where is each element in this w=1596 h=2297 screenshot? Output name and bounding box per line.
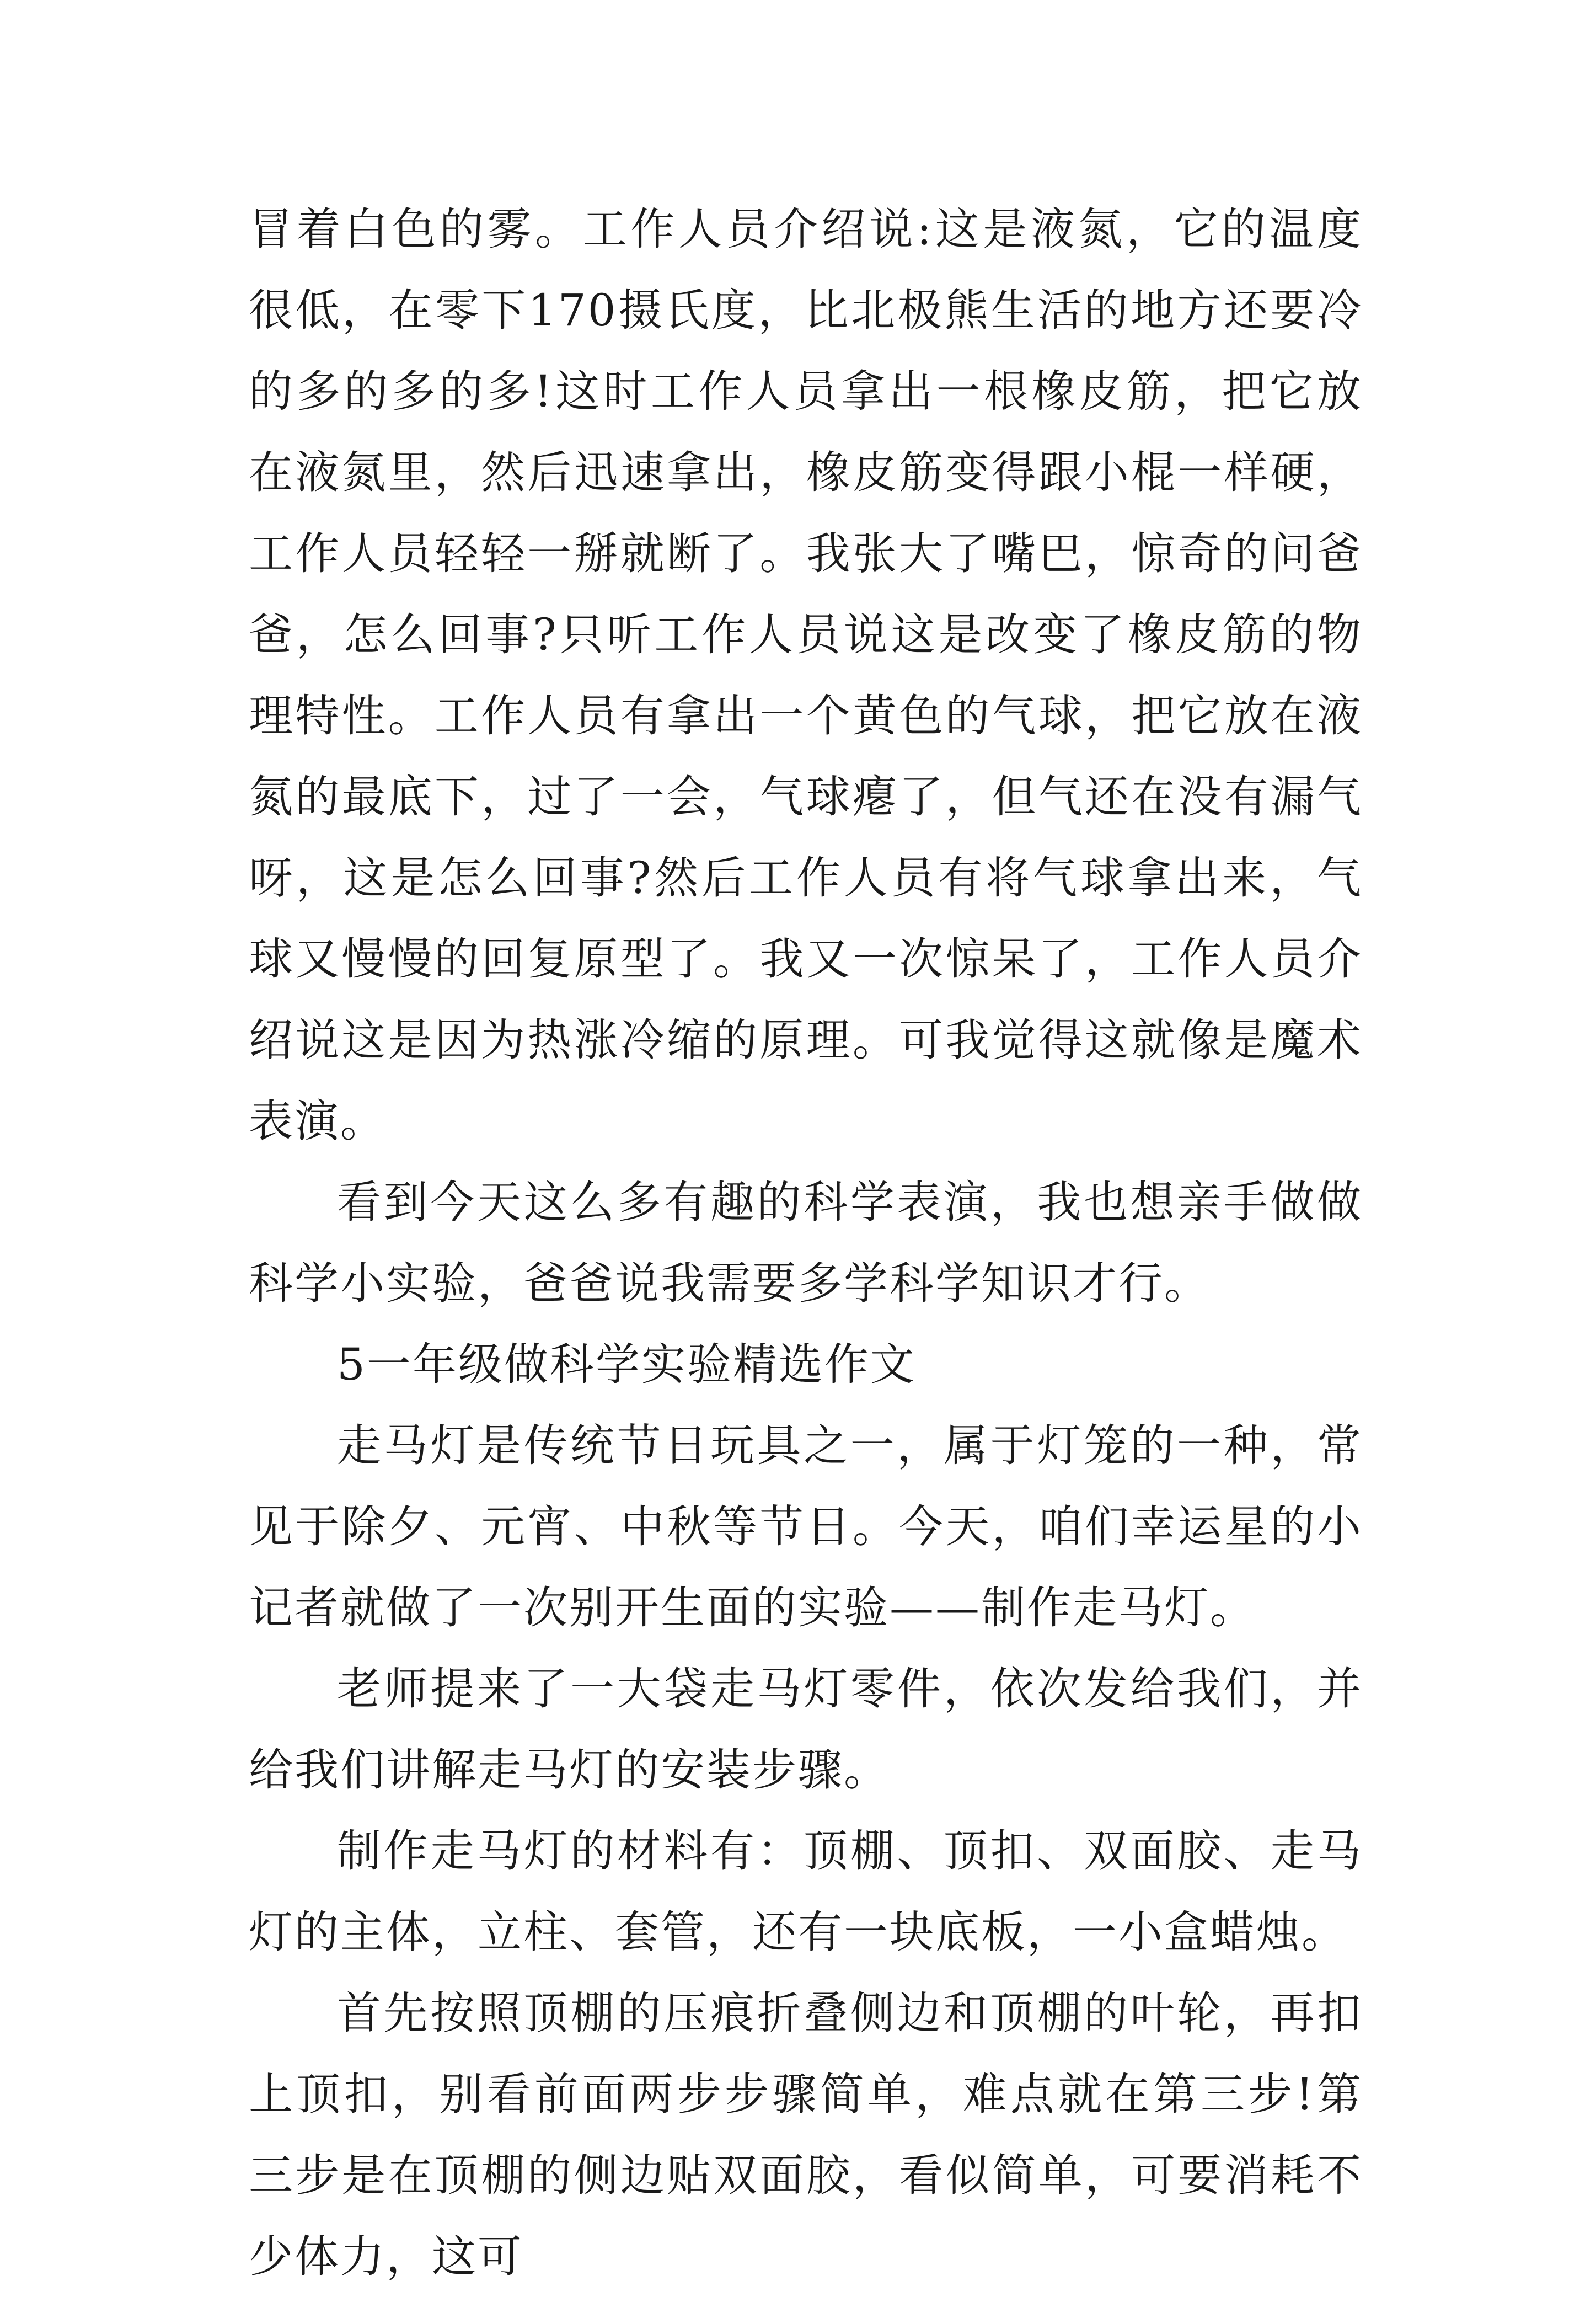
paragraph-lantern-intro: 走马灯是传统节日玩具之一，属于灯笼的一种，常见于除夕、元宵、中秋等节日。今天，咱们幸运星的小记者就做了一次别开生面的实验——制作走马灯。	[249, 1420, 1363, 1633]
paragraph-science-wish: 看到今天这么多有趣的科学表演，我也想亲手做做科学小实验，爸爸说我需要多学科学知识才行。	[249, 1177, 1363, 1309]
paragraph-steps: 首先按照顶棚的压痕折叠侧边和顶棚的叶轮，再扣上顶扣，别看前面两步步骤简单，难点就在第三步!第三步是在顶棚的侧边贴双面胶，看似简单，可要消耗不少体力，这可	[249, 1988, 1363, 2282]
document-body	[249, 189, 1363, 2297]
paragraph-materials: 制作走马灯的材料有：顶棚、顶扣、双面胶、走马灯的主体，立柱、套管，还有一块底板，一小盒蜡烛。	[249, 1825, 1363, 1958]
paragraph-teacher-parts: 老师提来了一大袋走马灯零件，依次发给我们，并给我们讲解走马灯的安装步骤。	[249, 1663, 1363, 1796]
paragraph-liquid-nitrogen: 冒着白色的雾。工作人员介绍说:这是液氮，它的温度很低，在零下170摄氏度，比北极熊生活的地方还要冷的多的多的多!这时工作人员拿出一根橡皮筋，把它放在液氮里，然后迅速拿出，橡皮筋变得跟小棍一样硬，工作人员轻轻一掰就断了。我张大了嘴巴，惊奇的问爸爸，怎么回事?只听工作人员说这是改变了橡皮筋的物理特性。工作人员有拿出一个黄色的气球，把它放在液氮的最底下，过了一会，气球瘪了，但气还在没有漏气呀，这是怎么回事?然后工作人员有将气球拿出来，气球又慢慢的回复原型了。我又一次惊呆了，工作人员介绍说这是因为热涨冷缩的原理。可我觉得这就像是魔术表演。	[249, 204, 1363, 1147]
essay-heading: 5一年级做科学实验精选作文	[337, 1339, 916, 1390]
